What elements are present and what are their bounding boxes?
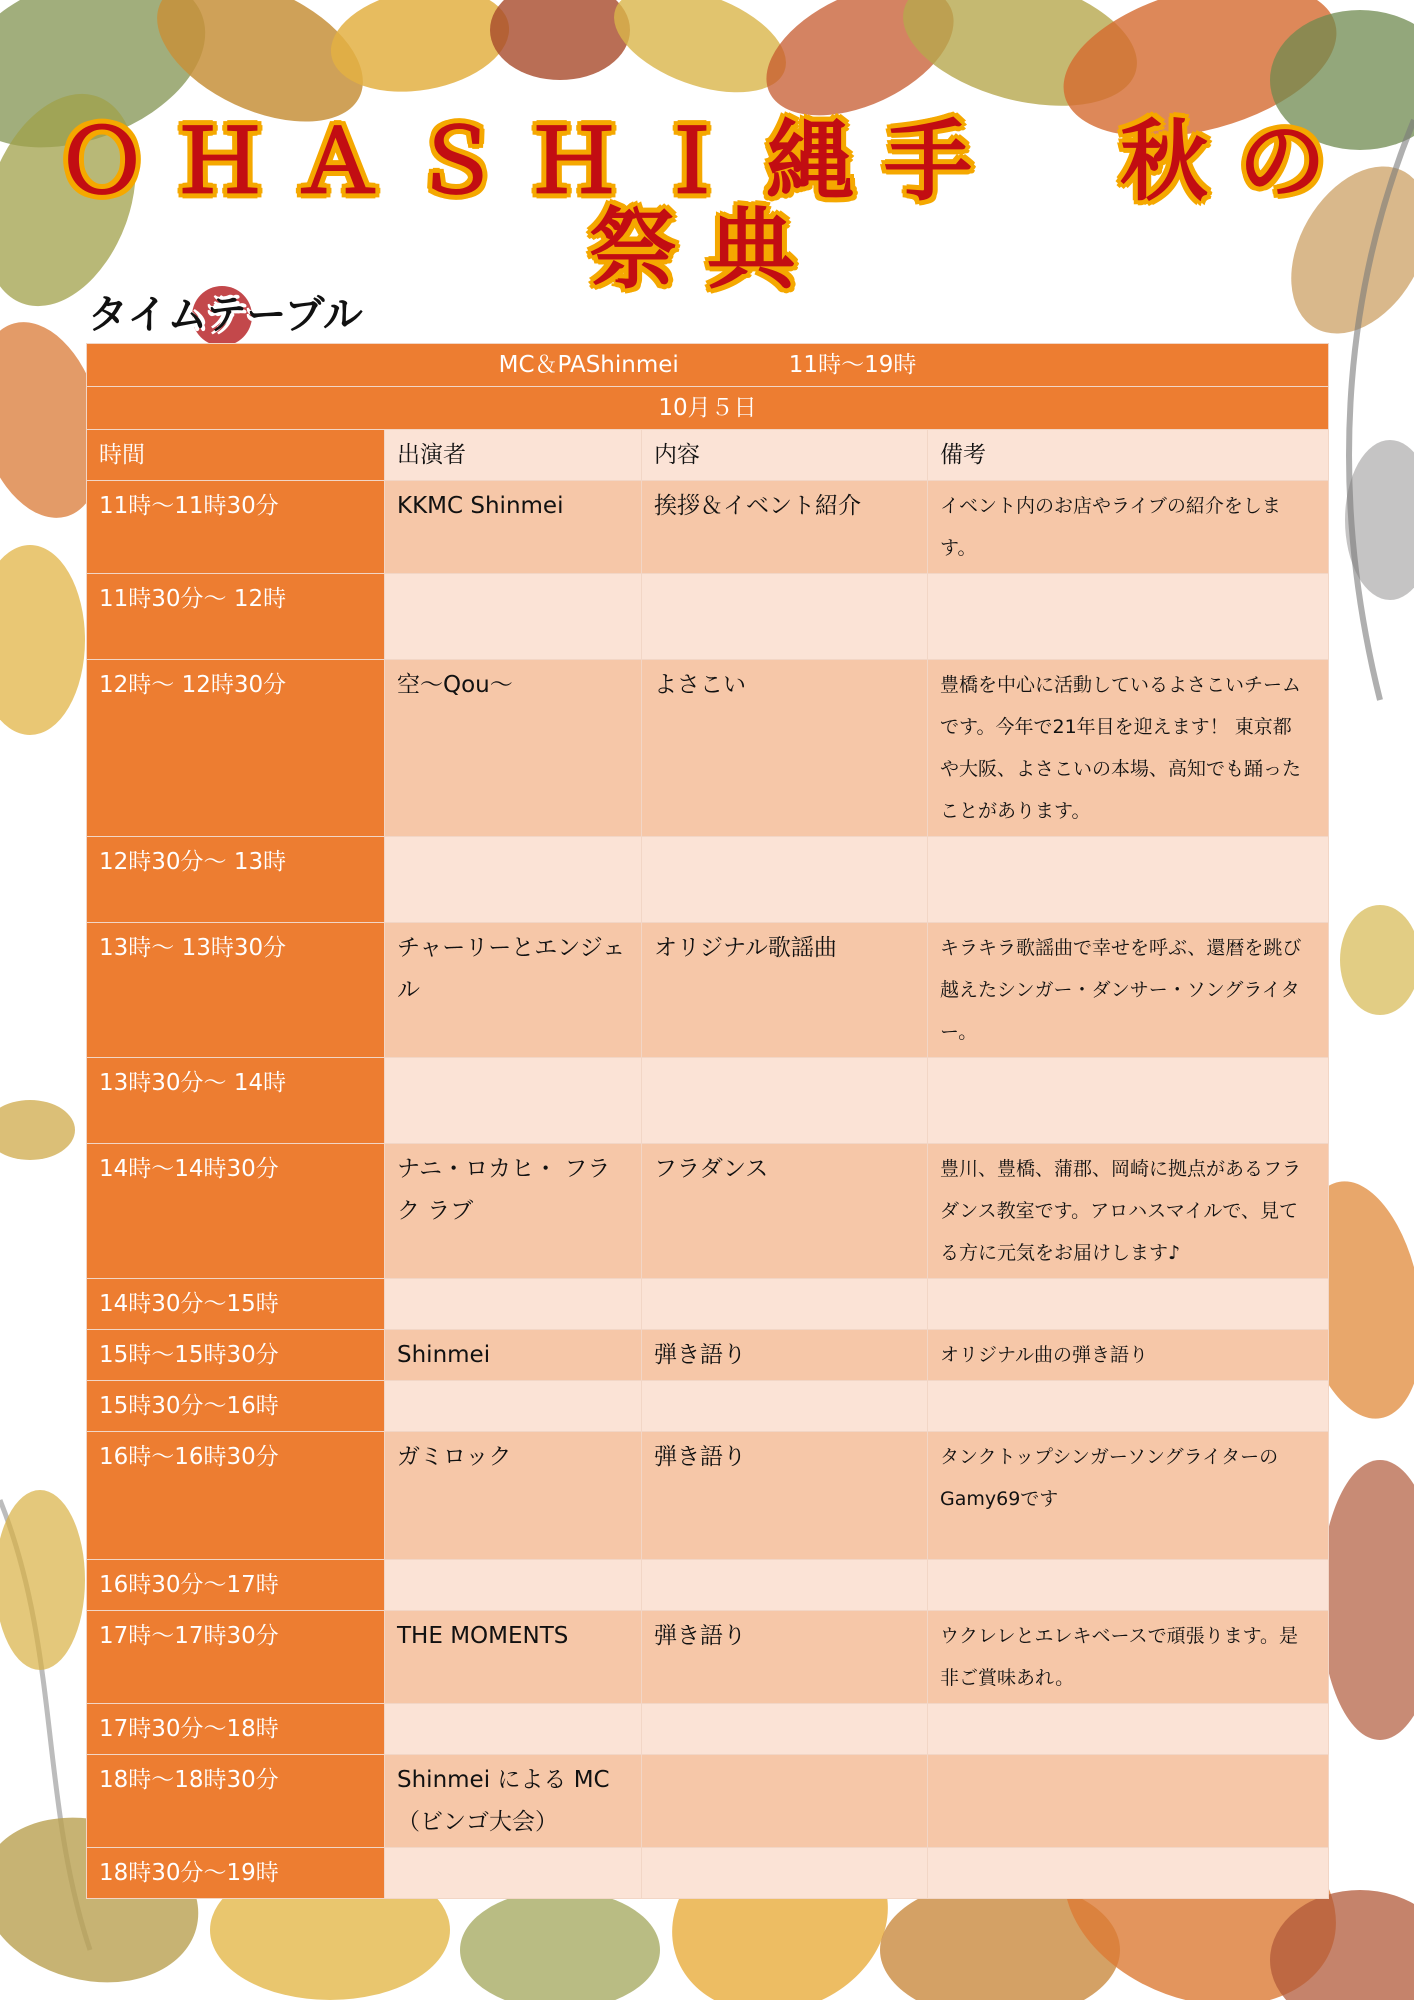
table-row (87, 1560, 1329, 1611)
time-cell: 12時〜 12時30分 (87, 660, 385, 837)
table-row (87, 1848, 1329, 1899)
content-cell: よさこい (642, 660, 928, 837)
time-cell: 11時30分〜 12時 (87, 574, 385, 660)
time-cell: 18時〜18時30分 (87, 1755, 385, 1848)
performer-cell (385, 1058, 642, 1144)
performer-cell (385, 574, 642, 660)
note-cell (928, 1058, 1329, 1144)
time-cell: 12時30分〜 13時 (87, 837, 385, 923)
performer-cell: ガミロック (385, 1432, 642, 1560)
time-cell: 16時〜16時30分 (87, 1432, 385, 1560)
note-cell: オリジナル曲の弾き語り (928, 1330, 1329, 1381)
table-row (87, 1755, 1329, 1848)
note-cell: 豊橋を中心に活動しているよさこいチームです。今年で21年目を迎えます！ 東京都 や大阪、よさこいの本場、高知でも踊ったことがあります。 (928, 660, 1329, 837)
note-cell (928, 1755, 1329, 1848)
content-cell: フラダンス (642, 1144, 928, 1279)
content-cell (642, 574, 928, 660)
note-cell (928, 1381, 1329, 1432)
table-row (87, 660, 1329, 837)
performer-cell: 空〜Qou〜 (385, 660, 642, 837)
page-title: ＯＨＡＳＨＩ縄手 秋の祭典 (57, 110, 1356, 301)
timetable-heading: タイムテーブル (88, 292, 363, 338)
column-header-content: 内容 (642, 430, 928, 481)
performer-cell (385, 1560, 642, 1611)
content-cell (642, 1381, 928, 1432)
note-cell (928, 1279, 1329, 1330)
performer-cell (385, 1848, 642, 1899)
content-cell (642, 1279, 928, 1330)
table-row (87, 574, 1329, 660)
performer-cell: チャーリーとエンジェル (385, 923, 642, 1058)
time-cell: 17時〜17時30分 (87, 1611, 385, 1704)
time-cell: 14時30分〜15時 (87, 1279, 385, 1330)
content-cell: 挨拶＆イベント紹介 (642, 481, 928, 574)
time-cell: 13時30分〜 14時 (87, 1058, 385, 1144)
table-row (87, 923, 1329, 1058)
column-header-performer: 出演者 (385, 430, 642, 481)
hours-label: 11時〜19時 (788, 352, 917, 378)
performer-cell: THE MOMENTS (385, 1611, 642, 1704)
table-row (87, 1611, 1329, 1704)
time-cell: 13時〜 13時30分 (87, 923, 385, 1058)
content-cell: 弾き語り (642, 1330, 928, 1381)
note-cell (928, 837, 1329, 923)
time-cell: 11時〜11時30分 (87, 481, 385, 574)
performer-cell (385, 1279, 642, 1330)
time-cell: 17時30分〜18時 (87, 1704, 385, 1755)
table-row (87, 1144, 1329, 1279)
content-cell: 弾き語り (642, 1432, 928, 1560)
table-row (87, 1330, 1329, 1381)
note-cell: タンクトップシンガーソングライターのGamy69です (928, 1432, 1329, 1560)
mc-label: MC＆PAShinmei (498, 352, 679, 378)
content-cell (642, 1560, 928, 1611)
table-row (87, 1432, 1329, 1560)
content-cell (642, 1704, 928, 1755)
performer-cell (385, 837, 642, 923)
mc-hours-cell (87, 344, 1329, 387)
performer-cell: Shinmei による MC（ビンゴ大会） (385, 1755, 642, 1848)
column-header-time: 時間 (87, 430, 385, 481)
time-cell: 15時〜15時30分 (87, 1330, 385, 1381)
column-header-row (87, 430, 1329, 481)
note-cell: イベント内のお店やライブの紹介をします。 (928, 481, 1329, 574)
column-header-note: 備考 (928, 430, 1329, 481)
note-cell (928, 574, 1329, 660)
table-row (87, 1058, 1329, 1144)
header-row-date (87, 387, 1329, 430)
time-cell: 18時30分〜19時 (87, 1848, 385, 1899)
performer-cell: KKMC Shinmei (385, 481, 642, 574)
table-row (87, 481, 1329, 574)
header-row-mc (87, 344, 1329, 387)
table-row (87, 1381, 1329, 1432)
note-cell: キラキラ歌謡曲で幸せを呼ぶ、還暦を跳び越えたシンガー・ダンサー・ソングライター。 (928, 923, 1329, 1058)
content-cell (642, 1058, 928, 1144)
note-cell (928, 1848, 1329, 1899)
content-cell: オリジナル歌謡曲 (642, 923, 928, 1058)
table-row (87, 837, 1329, 923)
timetable (86, 343, 1329, 1899)
performer-cell (385, 1704, 642, 1755)
content-cell (642, 1755, 928, 1848)
content-cell (642, 837, 928, 923)
performer-cell: Shinmei (385, 1330, 642, 1381)
content-cell: 弾き語り (642, 1611, 928, 1704)
table-row (87, 1279, 1329, 1330)
table-row (87, 1704, 1329, 1755)
performer-cell (385, 1381, 642, 1432)
performer-cell: ナニ・ロカヒ・ フラク ラブ (385, 1144, 642, 1279)
note-cell: 豊川、豊橋、蒲郡、岡崎に拠点があるフラダンス教室です。アロハスマイルで、見てる方に元気をお届けします♪ (928, 1144, 1329, 1279)
time-cell: 14時〜14時30分 (87, 1144, 385, 1279)
content-cell (642, 1848, 928, 1899)
time-cell: 16時30分〜17時 (87, 1560, 385, 1611)
note-cell (928, 1560, 1329, 1611)
time-cell: 15時30分〜16時 (87, 1381, 385, 1432)
date-cell: 10月５日 (87, 387, 1329, 430)
note-cell: ウクレレとエレキベースで頑張ります。是非ご賞味あれ。 (928, 1611, 1329, 1704)
note-cell (928, 1704, 1329, 1755)
